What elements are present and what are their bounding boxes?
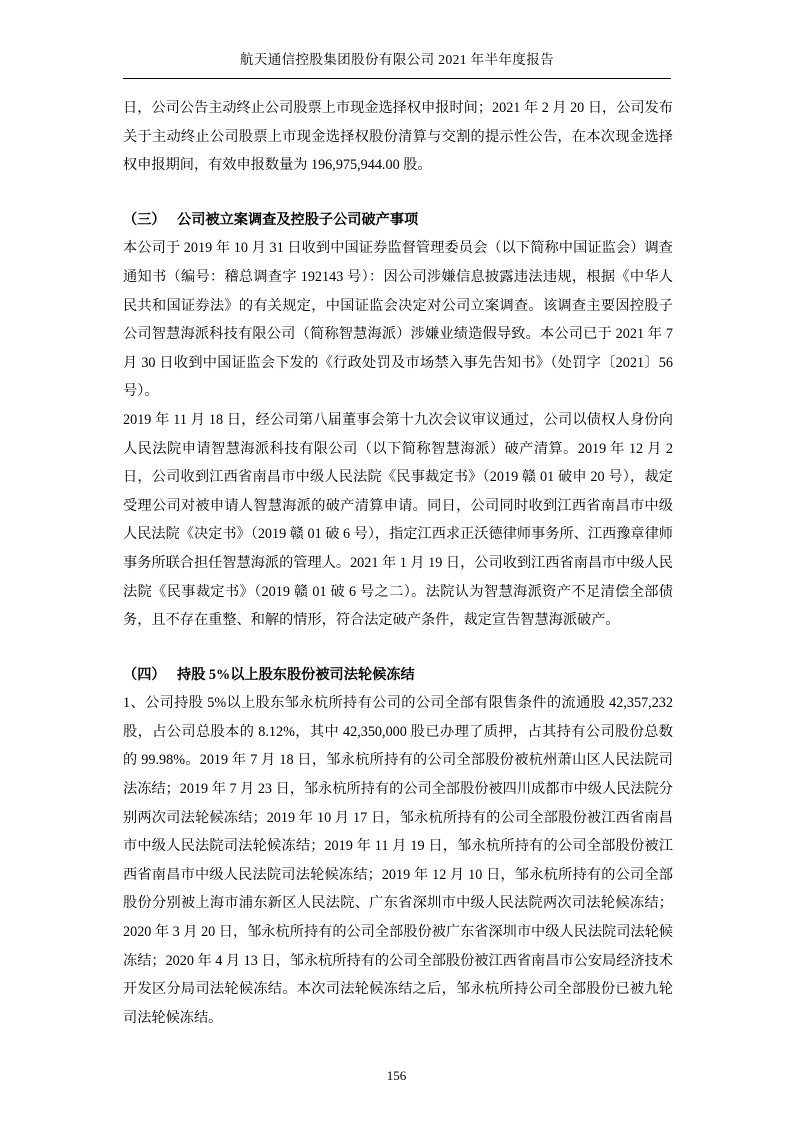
section-three-number: （三） [123,211,166,228]
section-three-paragraph-two: 2019 年 11 月 18 日，经公司第八届董事会第十九次会议审议通过，公司以债权人身份向人民法院申请智慧海派科技有限公司（以下简称智慧海派）破产清算。2019 年 12 月 2 日，公司收到江西省南昌市中级人民法院《民事裁定书》（2019 赣 01 破申 20 号），裁定受理公司对被申请人智慧海派的破产清算申请。同日，公司同时收到江西省南昌市中级人民法院《决定书》（2019 赣 01 破 6 号），指定江西求正沃德律师事务所、江西豫章律师事务所联合担任智慧海派的管理人。2021 年 1 月 19 日，公司收到江西省南昌市中级人民法院《民事裁定书》（2019 赣 01 破 6 号之二）。法院认为智慧海派资产不足清偿全部债务，且不存在重整、和解的情形，符合法定破产条件，裁定宣告智慧海派破产。 [123,411,673,629]
section-heading-three [123,206,673,235]
section-three-paragraph-one: 本公司于 2019 年 10 月 31 日收到中国证券监督管理委员会（以下简称中国证监会）调查通知书（编号：稽总调查字 192143 号）：因公司涉嫌信息披露违法违规，根据《中华人民共和国证券法》的有关规定，中国证监会决定对公司立案调查。该调查主要因控股子公司智慧海派科技有限公司（简称智慧海派）涉嫌业绩造假导致。本公司已于 2021 年 7 月 30 日收到中国证监会下发的《行政处罚及市场禁入事先告知书》（处罚字〔2021〕56 号）。 [123,240,673,400]
section-heading-four [123,661,673,690]
section-four-paragraph-one: 1、公司持股 5%以上股东邹永杭所持有公司的公司全部有限售条件的流通股 42,357,232 股，占公司总股本的 8.12%，其中 42,350,000 股已办理了质押，占其持有公司股份总数的 99.98%。2019 年 7 月 18 日，邹永杭所持有的公司全部股份被杭州萧山区人民法院司法冻结；2019 年 7 月 23 日，邹永杭所持有的公司全部股份被四川成都市中级人民法院分别两次司法轮候冻结；2019 年 10 月 17 日，邹永杭所持有的公司全部股份被江西省南昌市中级人民法院司法轮候冻结；2019 年 11 月 19 日，邹永杭所持有的公司全部股份被江西省南昌市中级人民法院司法轮候冻结；2019 年 12 月 10 日，邹永杭所持有的公司全部股份分别被上海市浦东新区人民法院、广东省深圳市中级人民法院两次司法轮候冻结；2020 年 3 月 20 日，邹永杭所持有的公司全部股份被广东省深圳市中级人民法院司法轮候冻结；2020 年 4 月 13 日，邹永杭所持有的公司全部股份被江西省南昌市公安局经济技术开发区分局司法轮候冻结。本次司法轮候冻结之后，邹永杭所持公司全部股份已被九轮司法轮候冻结。 [123,695,673,1026]
section-four-title: 持股 5%以上股东股份被司法轮候冻结 [177,666,415,683]
page-content [123,94,673,1032]
section-three-title: 公司被立案调查及控股子公司破产事项 [177,211,419,228]
section-four-number: （四） [123,666,166,683]
paragraph-continuation: 日，公司公告主动终止公司股票上市现金选择权申报时间；2021 年 2 月 20 日，公司发布关于主动终止公司股票上市现金选择权股份清算与交割的提示性公告，在本次现金选择权申报期间，有效申报数量为 196,975,944.00 股。 [123,100,673,174]
page-number: 156 [386,1068,407,1083]
page-header: 航天通信控股集团股份有限公司 2021 年半年度报告 [239,52,555,67]
header-divider [123,78,671,79]
